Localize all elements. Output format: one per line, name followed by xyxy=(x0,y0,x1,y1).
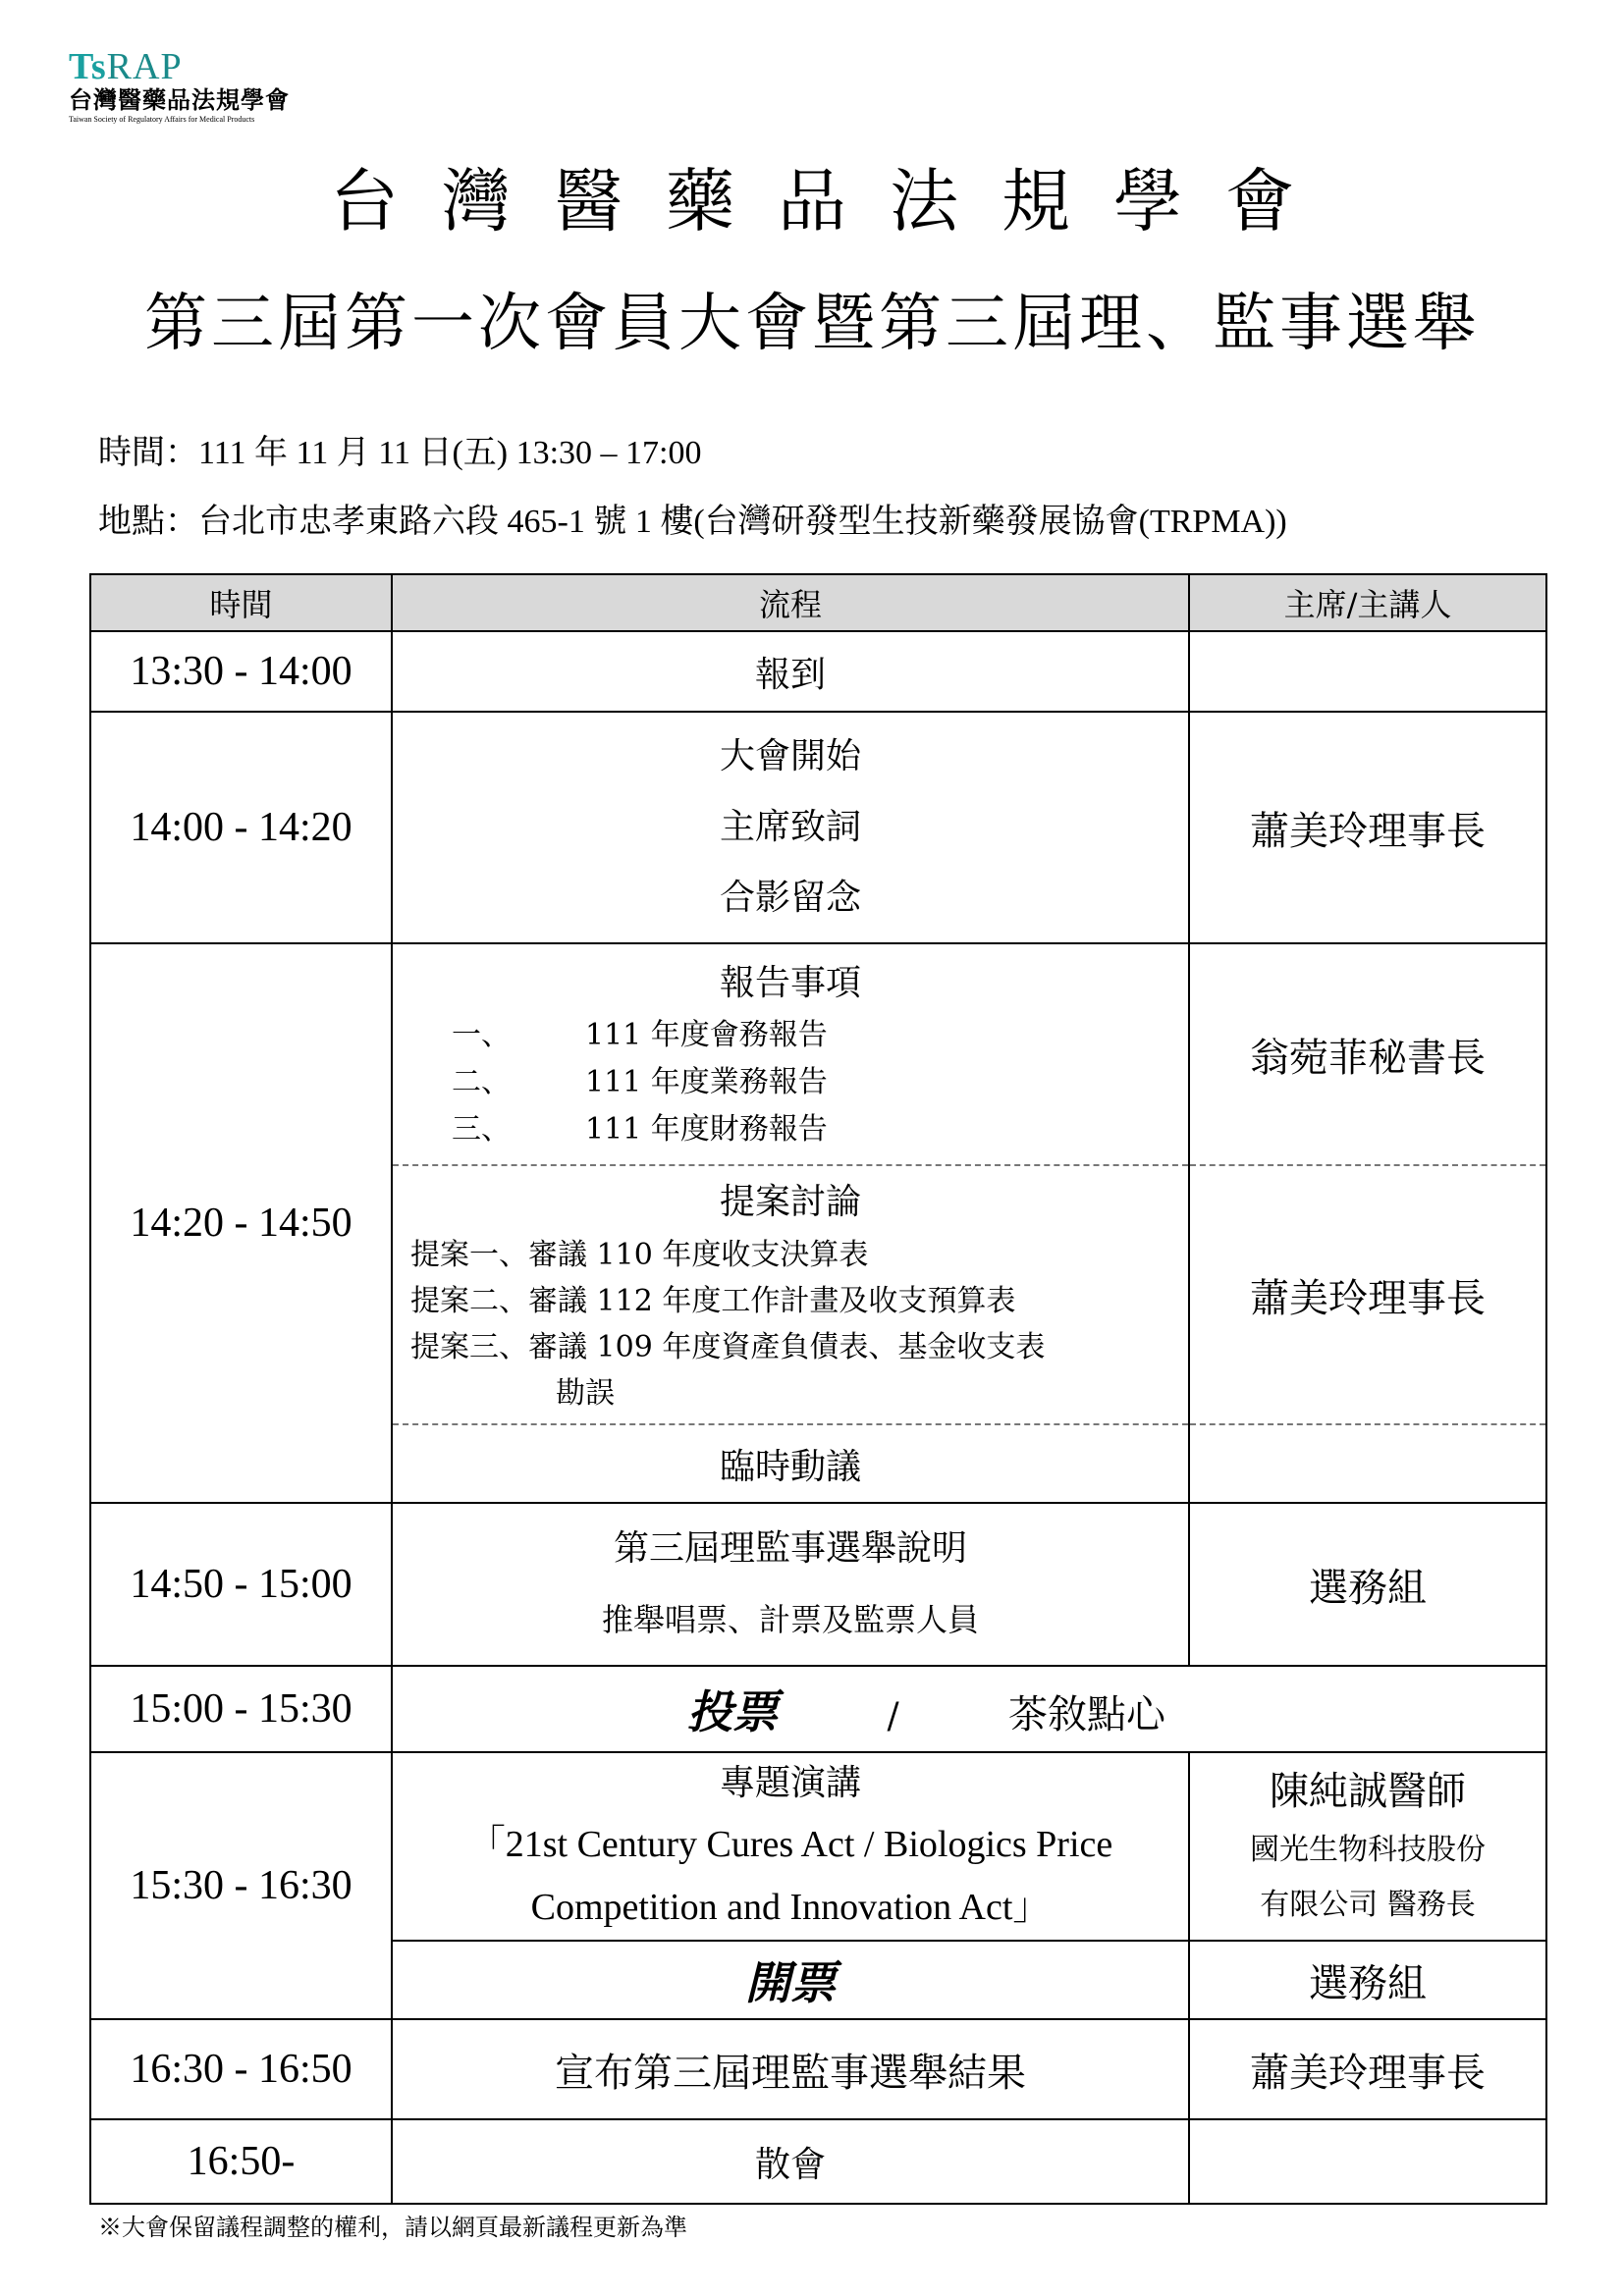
header-time: 時間 xyxy=(90,574,392,631)
page-title: 台灣醫藥品法規學會 xyxy=(330,161,1337,241)
row-time: 14:00 - 14:20 xyxy=(90,712,392,943)
report-items xyxy=(392,943,1189,1165)
talk-topic-line2: Competition and Innovation Act」 xyxy=(530,1887,1051,1928)
row-flow: 宣布第三屆理監事選舉結果 xyxy=(392,2019,1189,2119)
vote-label: 投票 xyxy=(687,1685,778,1738)
table-row xyxy=(90,1666,1546,1752)
report-title: 報告事項 xyxy=(719,963,861,1003)
row-host xyxy=(1189,631,1546,712)
flow-item: 大會開始 xyxy=(719,736,861,776)
talk-title: 專題演講 xyxy=(719,1763,861,1803)
footnote: ※大會保留議程調整的權利，請以網頁最新議程更新為準 xyxy=(98,2214,687,2241)
table-row xyxy=(90,2019,1546,2119)
proposal-items xyxy=(392,1165,1189,1424)
row-time: 16:30 - 16:50 xyxy=(90,2019,392,2119)
row-host: 選務組 xyxy=(1189,1503,1546,1666)
report-list xyxy=(393,1012,1188,1153)
table-row xyxy=(90,712,1546,943)
flow-item: 合影留念 xyxy=(719,878,861,918)
row-host: 翁菀菲秘書長 xyxy=(1189,943,1546,1165)
flow-item: 推舉唱票、計票及監票人員 xyxy=(601,1601,979,1638)
list-item: 一、 111 年度會務報告 xyxy=(452,1018,828,1052)
table-row xyxy=(90,943,1546,1165)
logo-mark: TsRAP xyxy=(69,46,183,87)
row-flow xyxy=(392,1666,1546,1752)
page-subtitle: 第三屆第一次會員大會暨第三屆理、監事選舉 xyxy=(144,288,1480,360)
talk-topic-line1: 「21st Century Cures Act / Biologics Price xyxy=(467,1824,1113,1865)
row-host: 蕭美玲理事長 xyxy=(1189,712,1546,943)
talk xyxy=(392,1752,1189,1941)
count-label: 開票 xyxy=(392,1941,1189,2019)
row-host: 蕭美玲理事長 xyxy=(1189,1165,1546,1424)
separator: / xyxy=(887,1696,899,1736)
table-row xyxy=(90,631,1546,712)
row-flow: 報到 xyxy=(392,631,1189,712)
speaker-title: 有限公司 醫務長 xyxy=(1260,1888,1476,1922)
row-time: 14:20 - 14:50 xyxy=(90,943,392,1503)
proposal-list xyxy=(393,1232,1188,1416)
row-host xyxy=(1189,1424,1546,1503)
header-host: 主席/主講人 xyxy=(1189,574,1546,631)
society-logo xyxy=(69,47,290,126)
table-row xyxy=(90,2119,1546,2204)
list-item: 提案二、審議 112 年度工作計畫及收支預算表 xyxy=(410,1284,1016,1318)
speaker xyxy=(1189,1752,1546,1941)
header-flow: 流程 xyxy=(392,574,1189,631)
list-item: 提案三、審議 109 年度資產負債表、基金收支表 xyxy=(410,1330,1046,1364)
table-row xyxy=(90,1752,1546,1941)
snack-label: 茶敘點心 xyxy=(1008,1692,1166,1737)
speaker-name: 陳純誠醫師 xyxy=(1270,1769,1466,1814)
list-item: 三、 111 年度財務報告 xyxy=(452,1112,828,1147)
row-host: 蕭美玲理事長 xyxy=(1189,2019,1546,2119)
motion: 臨時動議 xyxy=(392,1424,1189,1503)
logo-name-cn: 台灣醫藥品法規學會 xyxy=(69,86,290,114)
row-flow xyxy=(392,1503,1189,1666)
row-time: 13:30 - 14:00 xyxy=(90,631,392,712)
flow-item: 主席致詞 xyxy=(719,807,861,847)
table-header-row xyxy=(90,574,1546,631)
row-time: 16:50- xyxy=(90,2119,392,2204)
speaker-org: 國光生物科技股份 xyxy=(1250,1833,1486,1867)
row-flow xyxy=(392,712,1189,943)
event-place: 地點：台北市忠孝東路六段 465-1 號 1 樓(台灣研發型生技新藥發展協會(TRPMA)) xyxy=(98,504,1287,540)
row-host xyxy=(1189,2119,1546,2204)
event-time: 時間：111 年 11 月 11 日(五) 13:30 – 17:00 xyxy=(98,435,702,471)
row-host: 選務組 xyxy=(1189,1941,1546,2019)
list-item: 二、 111 年度業務報告 xyxy=(452,1065,828,1099)
table-row xyxy=(90,1503,1546,1666)
row-time: 15:30 - 16:30 xyxy=(90,1752,392,2019)
row-time: 14:50 - 15:00 xyxy=(90,1503,392,1666)
logo-name-en: Taiwan Society of Regulatory Affairs for Medical Products xyxy=(69,115,255,124)
list-item-continued: 勘誤 xyxy=(556,1376,615,1411)
flow-item: 第三屆理監事選舉說明 xyxy=(613,1528,967,1569)
list-item: 提案一、審議 110 年度收支決算表 xyxy=(410,1238,869,1272)
proposal-title: 提案討論 xyxy=(719,1182,861,1222)
agenda-table xyxy=(89,573,1547,2205)
row-time: 15:00 - 15:30 xyxy=(90,1666,392,1752)
row-flow: 散會 xyxy=(392,2119,1189,2204)
